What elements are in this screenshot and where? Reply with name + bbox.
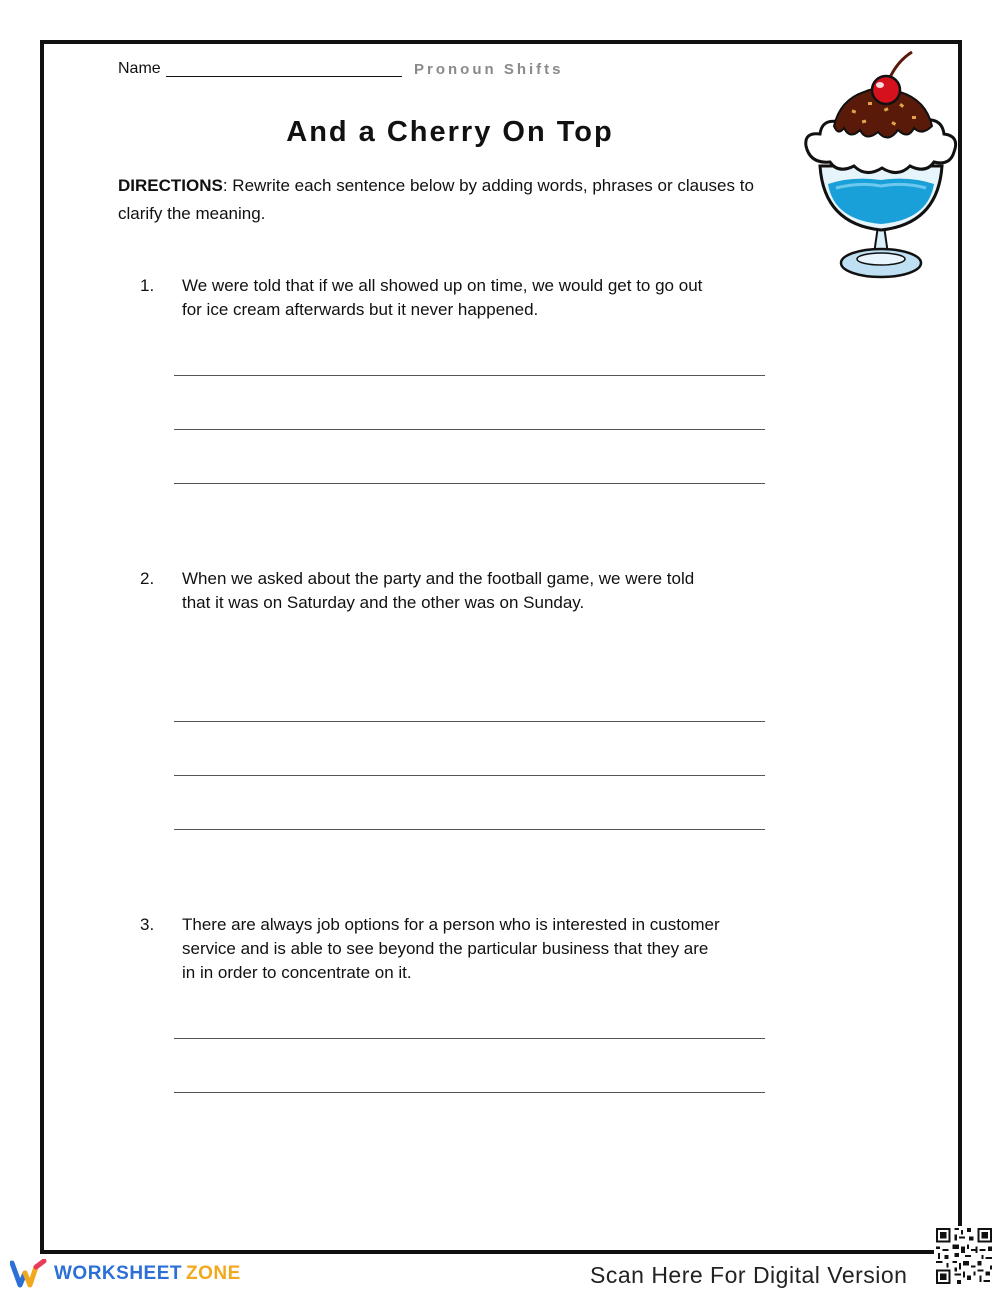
question-text [182, 913, 772, 985]
answer-line[interactable] [174, 721, 765, 722]
answer-line[interactable] [174, 829, 765, 830]
name-label: Name [118, 60, 161, 77]
question-line: for ice cream afterwards but it never happened. [182, 300, 539, 319]
question-number: 1. [140, 276, 155, 295]
question-number: 3. [140, 915, 155, 934]
directions [118, 172, 798, 228]
directions-text: : Rewrite each sentence below by adding words, phrases or clauses to clarify the meaning. [118, 176, 754, 223]
answer-line[interactable] [174, 1038, 765, 1039]
answer-line[interactable] [174, 483, 765, 484]
question-text [182, 567, 772, 615]
question-line: We were told that if we all showed up on time, we would get to go out [182, 276, 703, 295]
topic-label: Pronoun Shifts [414, 61, 564, 78]
question-text [182, 274, 772, 322]
brand-name-part2: ZONE [186, 1263, 241, 1284]
directions-label: DIRECTIONS [118, 176, 223, 195]
answer-line[interactable] [174, 375, 765, 376]
name-field-line[interactable] [166, 76, 402, 77]
question-line: that it was on Saturday and the other was on Sunday. [182, 593, 585, 612]
question-line: When we asked about the party and the football game, we were told [182, 569, 695, 588]
worksheet-zone-logo-icon [10, 1259, 48, 1289]
question-line: service and is able to see beyond the particular business that they are [182, 939, 709, 958]
question-line: in in order to concentrate on it. [182, 963, 412, 982]
question-number: 2. [140, 569, 155, 588]
answer-line[interactable] [174, 429, 765, 430]
worksheet-title: And a Cherry On Top [286, 116, 614, 148]
ice-cream-sundae-icon [800, 48, 962, 288]
brand-name-part1: WORKSHEET [54, 1263, 182, 1284]
qr-code-icon[interactable] [934, 1226, 994, 1286]
scan-instruction: Scan Here For Digital Version [590, 1262, 908, 1288]
answer-line[interactable] [174, 775, 765, 776]
worksheet-zone-logo[interactable] [10, 1257, 241, 1291]
question-line: There are always job options for a person who is interested in customer [182, 915, 720, 934]
answer-line[interactable] [174, 1092, 765, 1093]
